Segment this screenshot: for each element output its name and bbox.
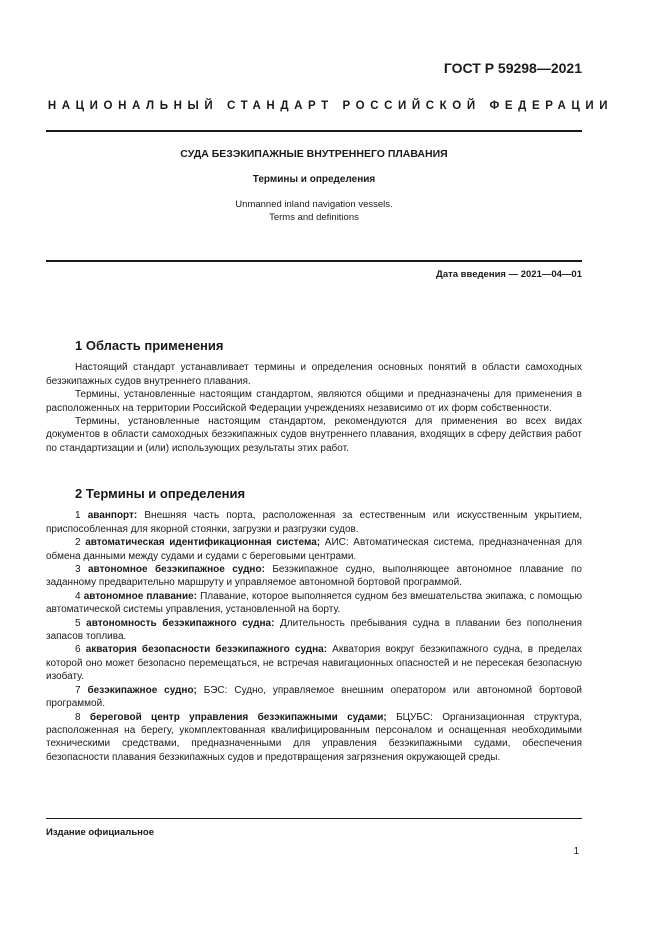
term-definition: БЭС: Судно, управляемое внешним оператором или автономной бортовой программой. [46,684,583,710]
term-entry [46,643,582,683]
term-definition: Длительность пребывания судна в плавании без пополнения запасов топлива. [46,617,582,643]
document-title: СУДА БЕЗЭКИПАЖНЫЕ ВНУТРЕННЕГО ПЛАВАНИЯ [180,148,448,160]
term-name: безэкипажное судно; [87,684,197,696]
scope-paragraph: Термины, установленные настоящим стандартом, являются общими и предназначены для применения в расположенных на территории Российской Федерации учреждениях независимо от их форм собственности. [46,389,582,414]
term-name: автономность безэкипажного судна: [86,617,275,629]
section-scope [46,339,582,455]
scope-paragraph: Термины, установленные настоящим стандартом, рекомендуются для применения во всех видах документов в области самоходных безэкипажных судов внутреннего плавания, входящих в сферу действия работ по стандартизации и (или) использующих результаты этих работ. [46,416,582,454]
term-number: 8 [75,711,81,723]
section-2-heading: 2 Термины и определения [75,486,246,501]
scope-paragraph: Настоящий стандарт устанавливает термины и определения основных понятий в области самоходных безэкипажных судов внутреннего плавания. [46,362,582,387]
term-number: 1 [75,510,81,522]
term-entry [46,509,582,536]
english-subtitle: Terms and definitions [269,211,359,223]
term-number: 5 [75,617,81,629]
date-of-introduction: Дата введения — 2021—04—01 [436,269,582,280]
national-standard-heading: НАЦИОНАЛЬНЫЙ СТАНДАРТ РОССИЙСКОЙ ФЕДЕРАЦИИ [47,100,614,112]
term-definition: БЦУБС: Организационная структура, расположенная на берегу, укомплектованная квалифицированным персоналом и оснащенная необходимыми техническими средствами, предназначенными для управления безэкипажными судами, обеспечения безопасности плавания безэкипажных судов и предотвращения загрязнения окружающей среды. [46,711,583,763]
term-definition: АИС: Автоматическая система, предназначенная для обмена данными между судами и судами с береговыми центрами. [46,537,583,562]
page-number: 1 [573,846,579,857]
term-definition: Безэкипажное судно, выполняющее автономное плавание по заданному предварительно маршруту и управляемое автономной бортовой программой. [46,564,582,589]
gost-number: ГОСТ Р 59298—2021 [443,60,582,76]
term-definition: Плавание, которое выполняется судном без вмешательства экипажа, с помощью автоматической системы управления, установленной на борту. [46,590,583,616]
term-entry [46,684,582,711]
section-terms [46,487,582,764]
term-number: 7 [75,684,81,696]
english-title-block [46,199,582,224]
term-entry [46,536,582,563]
term-name: береговой центр управления безэкипажными судами; [89,711,387,723]
term-entry [46,563,582,590]
term-name: аванпорт: [87,510,138,522]
term-number: 4 [75,590,81,602]
section-1-heading: 1 Область применения [75,338,224,353]
term-number: 2 [75,537,81,549]
term-name: автоматическая идентификационная система; [85,537,321,549]
english-title: Unmanned inland navigation vessels. [235,199,393,210]
official-edition-label: Издание официальное [46,827,154,838]
document-subtitle: Термины и определения [252,174,376,185]
term-name: автономное плавание: [83,590,197,602]
title-rule [46,260,582,262]
top-rule [46,130,582,132]
term-definition: Акватория вокруг безэкипажного судна, в пределах которой оно может безопасно перемещаться, не встречая навигационных опасностей и не пересекая безопасную изобату. [46,644,582,683]
term-definition: Внешняя часть порта, расположенная за естественным или искусственным укрытием, приспособленная для якорной стоянки, загрузки и разгрузки судов. [46,510,583,535]
term-entry [46,617,582,644]
footer-rule [46,818,582,819]
term-number: 3 [75,564,81,576]
term-entry [46,590,582,617]
term-name: акватория безопасности безэкипажного судна: [85,644,328,656]
term-name: автономное безэкипажное судно: [88,564,265,576]
term-entry [46,711,582,765]
term-number: 6 [75,644,81,656]
